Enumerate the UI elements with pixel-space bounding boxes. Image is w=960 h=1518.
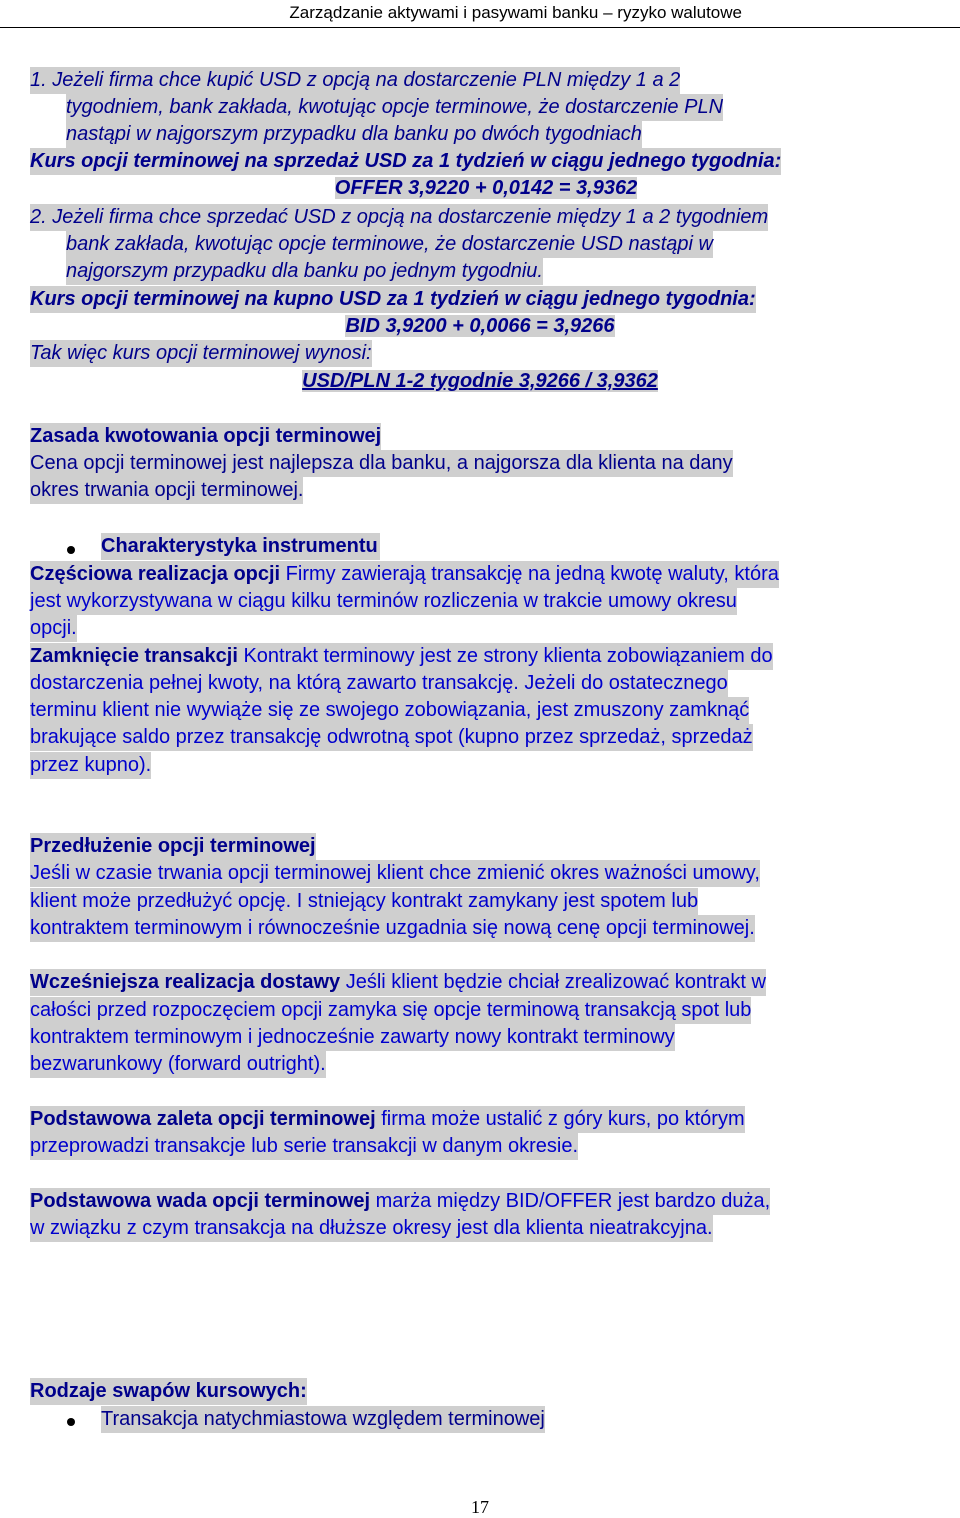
wczesniejsza-line-4: bezwarunkowy (forward outright). [30,1051,326,1078]
zamkniecie-line-3: terminu klient nie wywiąże się ze swojego zobowiązania, jest zmuszony zamknąć [30,697,749,724]
wada-text-1: marża między BID/OFFER jest bardzo duża, [370,1190,771,1212]
summary-value: USD/PLN 1-2 tygodnie 3,9266 / 3,9362 [302,370,658,392]
summary-intro: Tak więc kurs opcji terminowej wynosi: [30,340,372,367]
charakterystyka-title: Charakterystyka instrumentu [101,533,380,560]
item2-rate-heading: Kurs opcji terminowej na kupno USD za 1 tydzień w ciągu jednego tygodnia: [30,286,756,313]
item1-rate-heading: Kurs opcji terminowej na sprzedaż USD za 1 tydzień w ciągu jednego tygodnia: [30,148,781,175]
rodzaje-title: Rodzaje swapów kursowych: [30,1378,307,1405]
wada-line-1 [30,1188,770,1215]
rodzaje-item-1: Transakcja natychmiastowa względem terminowej [101,1406,545,1433]
wczesniejsza-label: Wcześniejsza realizacja dostawy [30,971,341,993]
zamkniecie-line-1 [30,643,773,670]
zaleta-line-2: przeprowadzi transakcje lub serie transakcji w danym okresie. [30,1133,578,1160]
przedluzenie-line-1: Jeśli w czasie trwania opcji terminowej klient chce zmienić okres ważności umowy, [30,860,760,887]
page-number: 17 [471,1497,489,1517]
zasada-title: Zasada kwotowania opcji terminowej [30,423,381,450]
przedluzenie-title: Przedłużenie opcji terminowej [30,833,316,860]
item2-line-2: bank zakłada, kwotując opcje terminowe, że dostarczenie USD nastąpi w [66,231,713,258]
item1-rate-formula: OFFER 3,9220 + 0,0142 = 3,9362 [334,177,638,199]
wada-label: Podstawowa wada opcji terminowej [30,1190,371,1212]
summary-value-row [0,368,960,395]
czesciowa-label: Częściowa realizacja opcji [30,563,281,585]
zamkniecie-line-4: brakujące saldo przez transakcję odwrotną spot (kupno przez sprzedaż, sprzedaż [30,724,753,751]
czesciowa-line-3: opcji. [30,615,77,642]
zasada-line-2: okres trwania opcji terminowej. [30,477,303,504]
przedluzenie-line-3: kontraktem terminowym i równocześnie uzgadnia się nową cenę opcji terminowej. [30,915,755,942]
bullet-icon [67,546,75,554]
wczesniejsza-line-1 [30,969,766,996]
wada-line-2: w związku z czym transakcja na dłuższe okresy jest dla klienta nieatrakcyjna. [30,1215,713,1242]
running-header [0,0,960,28]
wczesniejsza-line-2: całości przed rozpoczęciem opcji zamyka się opcje terminową transakcją spot lub [30,997,751,1024]
item1-line-3: nastąpi w najgorszym przypadku dla banku po dwóch tygodniach [66,121,642,148]
zamkniecie-text-1: Kontrakt terminowy jest ze strony klienta zobowiązaniem do [237,645,773,667]
zaleta-line-1 [30,1106,745,1133]
zaleta-text-1: firma może ustalić z góry kurs, po którym [375,1108,745,1130]
zasada-line-1: Cena opcji terminowej jest najlepsza dla banku, a najgorsza dla klienta na dany [30,450,733,477]
zamkniecie-label: Zamknięcie transakcji [30,645,238,667]
zaleta-label: Podstawowa zaleta opcji terminowej [30,1108,376,1130]
czesciowa-line-2: jest wykorzystywana w ciągu kilku terminów rozliczenia w trakcie umowy okresu [30,588,737,615]
wczesniejsza-text-1: Jeśli klient będzie chciał zrealizować kontrakt w [340,971,766,993]
zamkniecie-line-5: przez kupno). [30,752,151,779]
item1-line-2: tygodniem, bank zakłada, kwotując opcje terminowe, że dostarczenie PLN [66,94,723,121]
item1-line-1: 1. Jeżeli firma chce kupić USD z opcją na dostarczenie PLN między 1 a 2 [30,67,680,94]
item2-line-3: najgorszym przypadku dla banku po jednym tygodniu. [66,258,543,285]
item2-rate-formula: BID 3,9200 + 0,0066 = 3,9266 [345,315,615,337]
item2-line-1: 2. Jeżeli firma chce sprzedać USD z opcją na dostarczenie między 1 a 2 tygodniem [30,204,768,231]
czesciowa-text-1: Firmy zawierają transakcję na jedną kwotę waluty, która [280,563,779,585]
zamkniecie-line-2: dostarczenia pełnej kwoty, na którą zawarto transakcję. Jeżeli do ostatecznego [30,670,728,697]
czesciowa-line-1 [30,561,779,588]
wczesniejsza-line-3: kontraktem terminowym i jednocześnie zawarty nowy kontrakt terminowy [30,1024,675,1051]
item1-rate-formula-row [0,175,960,202]
bullet-icon [67,1418,75,1426]
przedluzenie-line-2: klient może przedłużyć opcję. I stniejący kontrakt zamykany jest spotem lub [30,888,698,915]
running-header-title: Zarządzanie aktywami i pasywami banku – ryzyko walutowe [289,3,742,22]
item2-rate-formula-row [0,313,960,340]
